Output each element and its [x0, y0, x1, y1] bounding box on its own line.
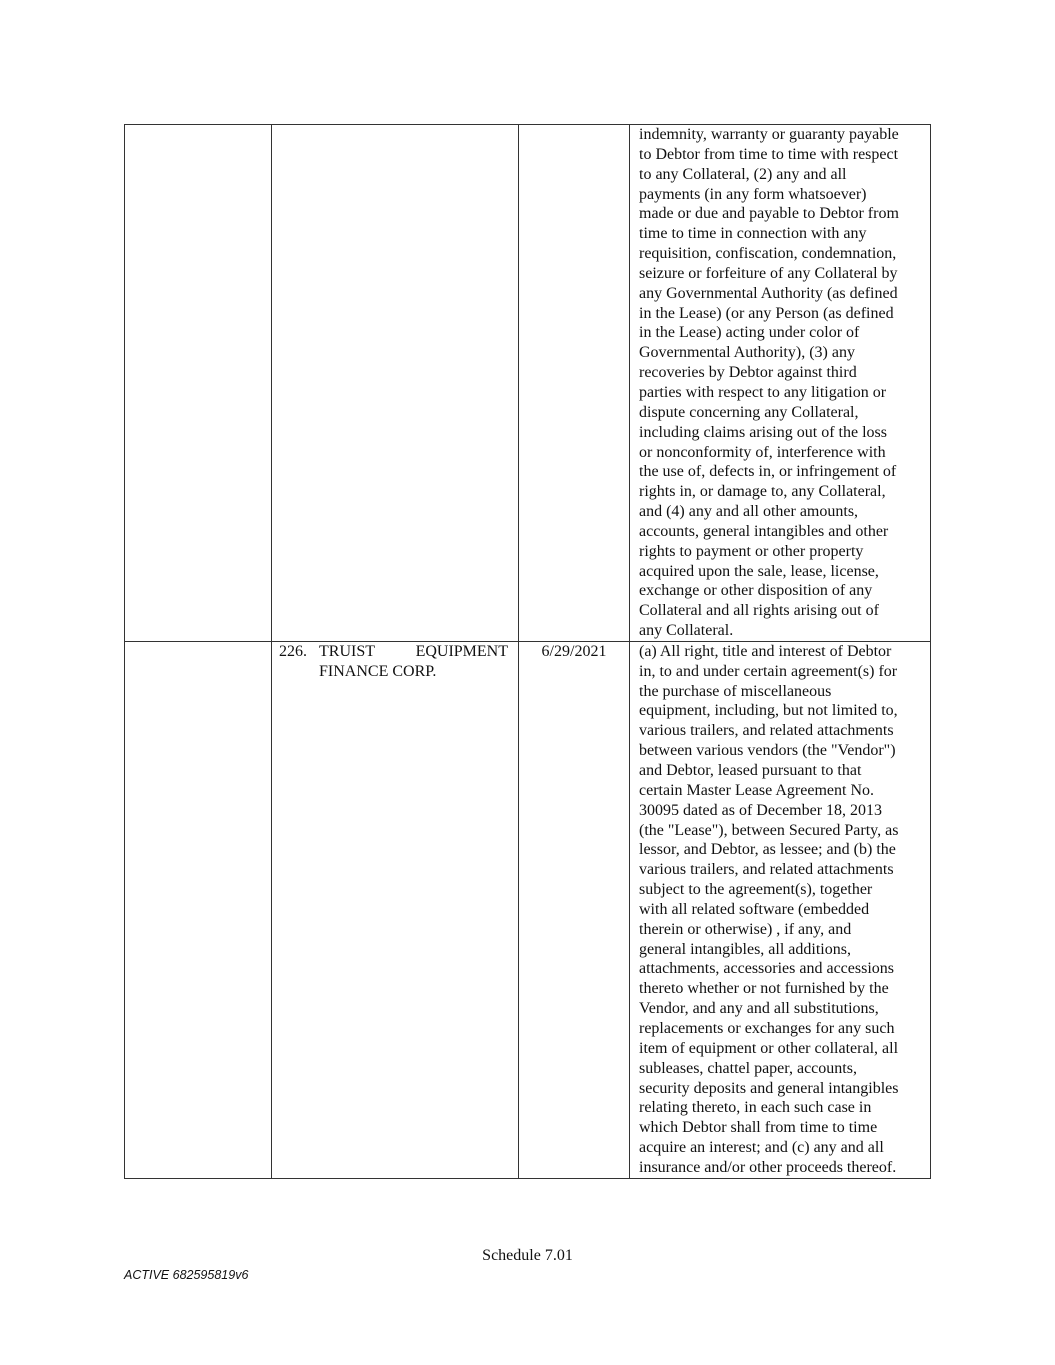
debtor-cell — [125, 125, 272, 642]
collateral-line: various trailers, and related attachments — [639, 722, 894, 740]
collateral-line: to Debtor from time to time with respect — [639, 145, 899, 163]
collateral-line: certain Master Lease Agreement No. — [639, 781, 875, 799]
collateral-line: recoveries by Debtor against third — [639, 364, 857, 382]
collateral-description — [630, 125, 930, 641]
collateral-line: between various vendors (the "Vendor") — [639, 742, 896, 760]
collateral-line: security deposits and general intangibles — [639, 1079, 899, 1097]
collateral-line: Vendor, and any and all substitutions, — [639, 1000, 879, 1018]
collateral-line: any Governmental Authority (as defined — [639, 284, 898, 302]
collateral-line: any Collateral. — [639, 622, 734, 640]
collateral-cell — [630, 641, 931, 1178]
collateral-line: various trailers, and related attachments — [639, 861, 894, 879]
collateral-line: relating thereto, in each such case in — [639, 1099, 872, 1117]
collateral-line: Governmental Authority), (3) any — [639, 344, 855, 362]
filing-date-cell — [519, 641, 630, 1178]
collateral-line: the purchase of miscellaneous — [639, 682, 832, 700]
collateral-cell — [630, 125, 931, 642]
secured-party — [272, 642, 518, 682]
collateral-line: insurance and/or other proceeds thereof. — [639, 1158, 897, 1176]
filing-date-cell — [519, 125, 630, 642]
collateral-line: accounts, general intangibles and other — [639, 522, 889, 540]
collateral-line: indemnity, warranty or guaranty payable — [639, 126, 899, 143]
collateral-line: or nonconformity of, interference with — [639, 443, 886, 461]
collateral-line: rights to payment or other property — [639, 542, 864, 560]
schedule-title: Schedule 7.01 — [482, 1247, 573, 1264]
secured-party-line1 — [281, 642, 508, 662]
collateral-line: acquired upon the sale, lease, license, — [639, 562, 879, 580]
collateral-line: dispute concerning any Collateral, — [639, 403, 859, 421]
table-row — [125, 125, 931, 642]
collateral-line: in the Lease) (or any Person (as defined — [639, 304, 894, 322]
collateral-line: which Debtor shall from time to time — [639, 1119, 878, 1137]
collateral-line: made or due and payable to Debtor from — [639, 205, 899, 223]
collateral-line: Collateral and all rights arising out of — [639, 602, 879, 620]
collateral-line: item of equipment or other collateral, all — [639, 1039, 899, 1057]
filing-date: 6/29/2021 — [541, 642, 607, 660]
collateral-line: (the "Lease"), between Secured Party, as — [639, 821, 899, 839]
collateral-line: acquire an interest; and (c) any and all — [639, 1139, 884, 1157]
collateral-line: general intangibles, all additions, — [639, 940, 851, 958]
collateral-line: replacements or exchanges for any such — [639, 1019, 895, 1037]
collateral-line: requisition, confiscation, condemnation, — [639, 245, 897, 263]
collateral-line: equipment, including, but not limited to, — [639, 702, 898, 720]
collateral-line: attachments, accessories and accessions — [639, 960, 895, 978]
collateral-line: subject to the agreement(s), together — [639, 881, 873, 899]
collateral-line: lessor, and Debtor, as lessee; and (b) the — [639, 841, 896, 859]
collateral-description — [630, 642, 930, 1178]
collateral-line: subleases, chattel paper, accounts, — [639, 1059, 857, 1077]
collateral-line: in, to and under certain agreement(s) for — [639, 662, 898, 680]
collateral-line: with all related software (embedded — [639, 900, 870, 918]
debtor-cell — [125, 641, 272, 1178]
collateral-line: therein or otherwise) , if any, and — [639, 920, 852, 938]
collateral-line: thereto whether or not furnished by the — [639, 980, 889, 998]
secured-party-line2: FINANCE CORP. — [319, 662, 437, 680]
secured-party-cell — [272, 641, 519, 1178]
collateral-line: to any Collateral, (2) any and all — [639, 165, 847, 183]
schedule-table — [124, 124, 931, 1179]
secured-party-word-right: EQUIPMENT — [415, 642, 508, 660]
collateral-line: payments (in any form whatsoever) — [639, 185, 867, 203]
table-row — [125, 641, 931, 1178]
collateral-line: the use of, defects in, or infringement of — [639, 463, 897, 481]
secured-party-cell — [272, 125, 519, 642]
collateral-line: and Debtor, leased pursuant to that — [639, 762, 862, 779]
collateral-line: in the Lease) acting under color of — [639, 324, 860, 342]
collateral-line: seizure or forfeiture of any Collateral by — [639, 264, 898, 282]
secured-party-word-left: TRUIST — [319, 642, 375, 660]
collateral-line: rights in, or damage to, any Collateral, — [639, 483, 886, 501]
collateral-line: and (4) any and all other amounts, — [639, 503, 859, 521]
collateral-line: 30095 dated as of December 18, 2013 — [639, 801, 883, 819]
collateral-line: time to time in connection with any — [639, 225, 867, 243]
collateral-line: (a) All right, title and interest of Debtor — [639, 642, 892, 660]
collateral-line: parties with respect to any litigation or — [639, 383, 887, 401]
collateral-line: including claims arising out of the loss — [639, 423, 887, 441]
entry-number: 226. — [279, 642, 307, 660]
collateral-line: exchange or other disposition of any — [639, 582, 873, 600]
document-id: ACTIVE 682595819v6 — [124, 1268, 249, 1282]
